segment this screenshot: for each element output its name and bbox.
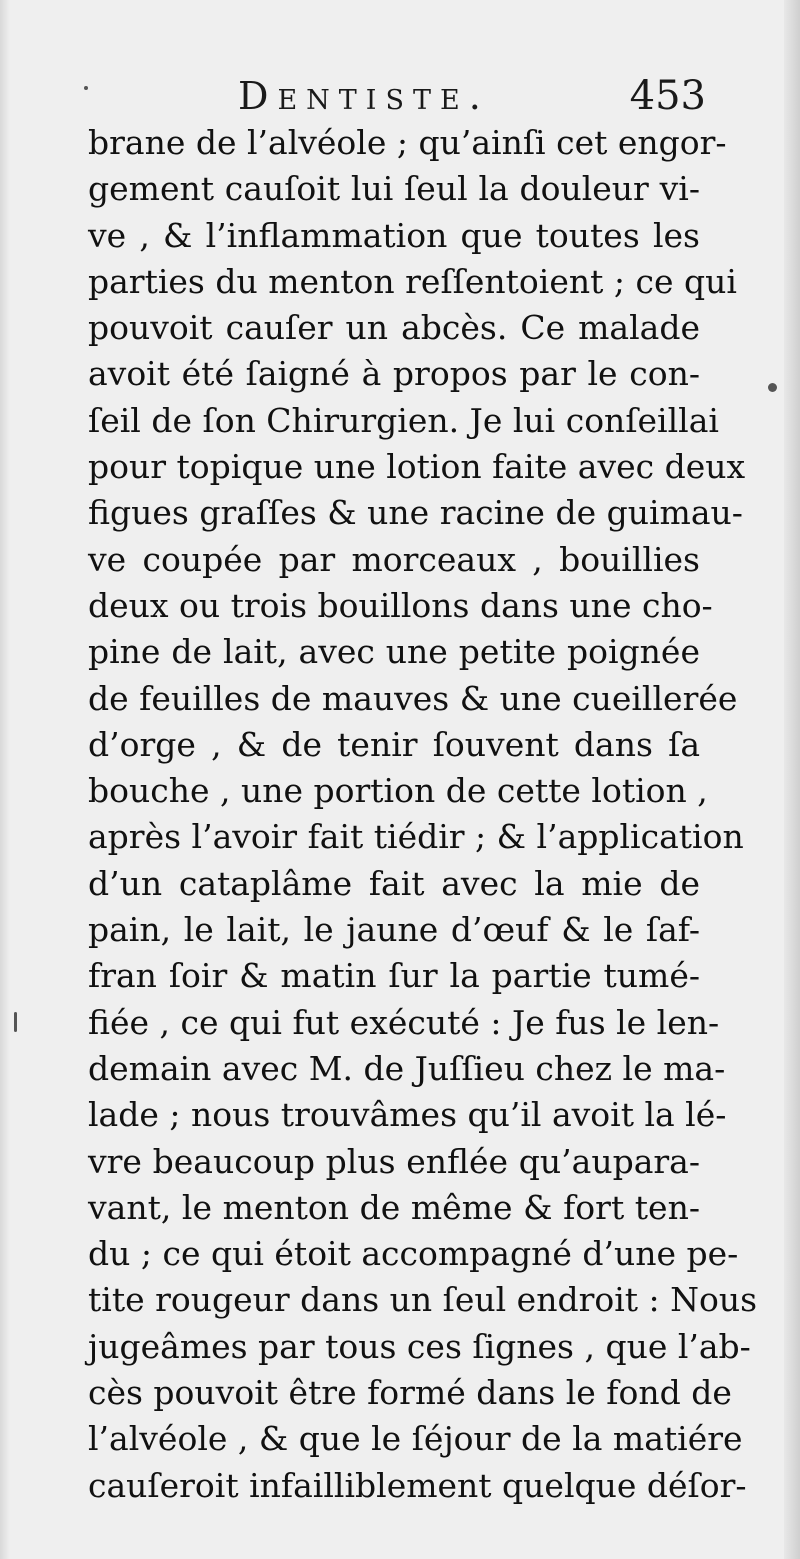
text-line: jugeâmes par tous ces ſignes , que l’ab- xyxy=(88,1326,751,1366)
text-line: tite rougeur dans un ſeul endroit : Nous xyxy=(88,1280,758,1320)
text-line: après l’avoir fait tiédir ; & l’application xyxy=(88,817,744,857)
page-number: 453 xyxy=(629,73,706,119)
ink-speck xyxy=(768,383,777,392)
ink-speck xyxy=(84,86,88,90)
text-line: pain, le lait, le jaune d’œuf & le ſaf- xyxy=(88,910,700,950)
text-line: pour topique une lotion faite avec deux xyxy=(88,447,746,487)
gutter-shadow xyxy=(0,0,10,1559)
text-line: ve , & l’inflammation que toutes les xyxy=(88,215,700,255)
ink-speck xyxy=(14,1012,17,1032)
page-edge xyxy=(784,0,800,1559)
text-line: l’alvéole , & que le ſéjour de la matiére xyxy=(88,1419,743,1459)
text-line: deux ou trois bouillons dans une cho- xyxy=(88,585,713,625)
text-line: fran ſoir & matin ſur la partie tumé- xyxy=(88,956,700,996)
body-text xyxy=(88,120,758,1509)
text-line: bouche , une portion de cette lotion , xyxy=(88,771,708,811)
text-line: demain avec M. de Juſſieu chez le ma- xyxy=(88,1048,726,1088)
text-line: d’orge , & de tenir ſouvent dans ſa xyxy=(88,724,700,764)
text-line: fiée , ce qui fut exécuté : Je fus le len- xyxy=(88,1002,720,1042)
running-title: Dentiste. xyxy=(238,74,490,118)
text-line: de feuilles de mauves & une cueillerée xyxy=(88,678,738,718)
text-line: ſeil de ſon Chirurgien. Je lui conſeillai xyxy=(88,400,719,440)
text-line: pine de lait, avec une petite poignée xyxy=(88,632,700,672)
text-line: vre beaucoup plus enflée qu’aupara- xyxy=(88,1141,700,1181)
text-line: cès pouvoit être formé dans le fond de xyxy=(88,1373,732,1413)
text-line: lade ; nous trouvâmes qu’il avoit la lé- xyxy=(88,1095,727,1135)
page-header xyxy=(88,66,706,122)
text-line: figues graſſes & une racine de guimau- xyxy=(88,493,743,533)
text-line: brane de l’alvéole ; qu’ainſi cet engor- xyxy=(88,123,727,162)
text-line: ve coupée par morceaux , bouillies xyxy=(88,539,700,579)
text-line: gement cauſoit lui ſeul la douleur vi- xyxy=(88,169,700,209)
text-line: d’un cataplâme fait avec la mie de xyxy=(88,863,700,903)
text-line: vant, le menton de même & fort ten- xyxy=(88,1187,700,1227)
text-line: pouvoit cauſer un abcès. Ce malade xyxy=(88,308,700,348)
text-line: du ; ce qui étoit accompagné d’une pe- xyxy=(88,1234,739,1274)
text-line: cauſeroit infailliblement quelque déſor- xyxy=(88,1465,747,1505)
text-line: avoit été ſaigné à propos par le con- xyxy=(88,354,700,394)
text-line: parties du menton reſſentoient ; ce qui xyxy=(88,261,737,301)
